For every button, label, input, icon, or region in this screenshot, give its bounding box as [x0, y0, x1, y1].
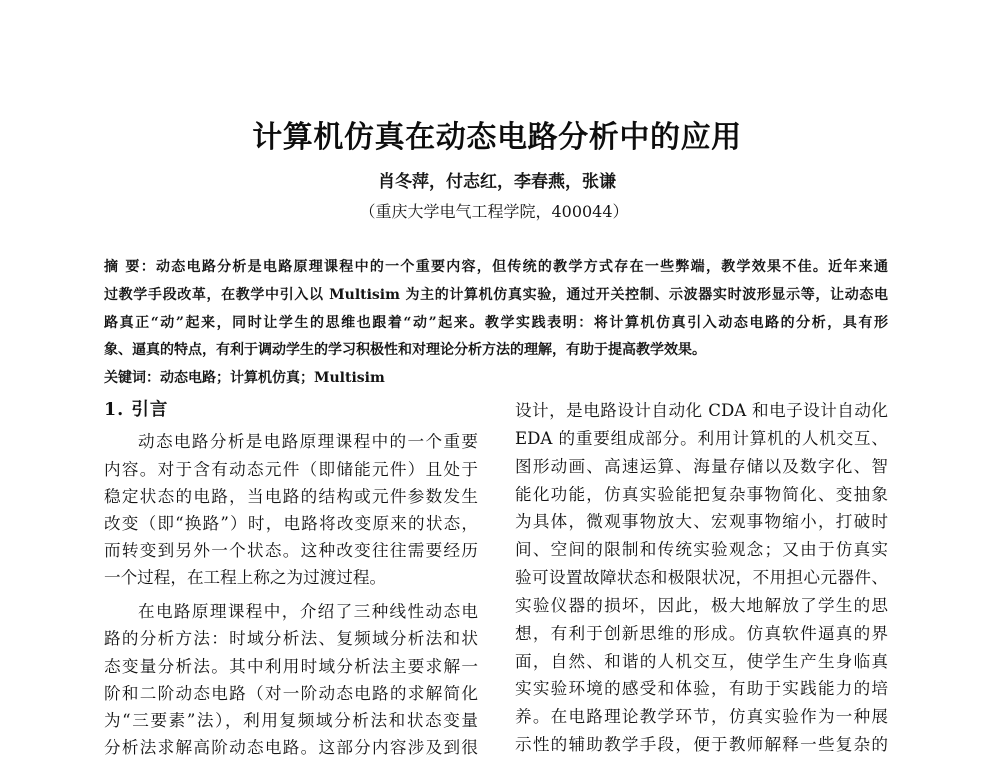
- paragraph-line: 面，自然、和谐的人机交互，使学生产生身临真: [515, 651, 888, 671]
- abstract-label: 摘 要：: [104, 259, 156, 276]
- paragraph-line: 示性的辅助教学手段，便于教师解释一些复杂的: [515, 735, 888, 755]
- paragraph-line: 图形动画、高速运算、海量存储以及数字化、智: [515, 456, 888, 476]
- abstract-text: 动态电路分析是电路原理课程中的一个重要内容，但传统的教学方式存在一些弊端，教学效果不佳。近年来通: [155, 259, 888, 276]
- paragraph-line: 验可设置故障状态和极限状况，不用担心元器件、: [515, 568, 888, 588]
- paragraph-line: EDA 的重要组成部分。利用计算机的人机交互、: [515, 428, 888, 448]
- paragraph-line: 内容。对于含有动态元件（即储能元件）且处于: [104, 459, 478, 479]
- paragraph-line: 路的分析方法：时域分析法、复频域分析法和状: [104, 629, 478, 649]
- keywords-value: 动态电路；计算机仿真；Multisim: [160, 369, 385, 386]
- paragraph-line: 改变（即“换路”）时，电路将改变原来的状态，: [104, 513, 478, 533]
- paragraph-line: 实验仪器的损坏，因此，极大地解放了学生的思: [515, 595, 888, 615]
- paragraph-line: 一个过程，在工程上称之为过渡过程。: [104, 568, 387, 588]
- left-column: [104, 397, 478, 760]
- paragraph-line: 分析法求解高阶动态电路。这部分内容涉及到很: [104, 738, 478, 758]
- abstract-line: 象、逼真的特点，有利于调动学生的学习积极性和对理论分析方法的理解，有助于提高教学效果。: [104, 342, 706, 359]
- author-list: 肖冬萍，付志红，李春燕，张谦: [378, 172, 616, 192]
- paragraph-line: 能化功能，仿真实验能把复杂事物简化、变抽象: [515, 484, 888, 504]
- keywords-line: [104, 365, 888, 393]
- abstract-line: 路真正“动”起来，同时让学生的思维也跟着“动”起来。教学实践表明：将计算机仿真引入动态电路的分析，具有形: [104, 314, 888, 331]
- section-heading: 1. 引言: [104, 400, 169, 421]
- paragraph-line: 态变量分析法。其中利用时域分析法主要求解一: [104, 656, 478, 676]
- keywords-label: 关键词：: [104, 369, 160, 386]
- paragraph-line: 为具体，微观事物放大、宏观事物缩小，打破时: [515, 512, 888, 532]
- paragraph-line: 设计，是电路设计自动化 CDA 和电子设计自动化: [515, 401, 888, 421]
- paragraph-line: 实实验环境的感受和体验，有助于实践能力的培: [515, 679, 888, 699]
- paragraph-line: 间、空间的限制和传统实验观念；又由于仿真实: [515, 540, 888, 560]
- paper-title: 计算机仿真在动态电路分析中的应用: [252, 120, 742, 155]
- paragraph: [104, 428, 478, 591]
- paragraph-line: 养。在电路理论教学环节，仿真实验作为一种展: [515, 707, 888, 727]
- paragraph-line: 而转变到另外一个状态。这种改变往往需要经历: [104, 541, 478, 561]
- author-affiliation: （重庆大学电气工程学院，400044）: [359, 202, 629, 221]
- right-column: [515, 397, 888, 760]
- paragraph-line: 阶和二阶动态电路（对一阶动态电路的求解简化: [104, 683, 478, 703]
- paragraph-line: 稳定状态的电路，当电路的结构或元件参数发生: [104, 486, 478, 506]
- paragraph: [104, 598, 478, 760]
- paragraph-line: 想，有利于创新思维的形成。仿真软件逼真的界: [515, 623, 888, 643]
- abstract-block: [104, 254, 888, 392]
- abstract-line: 过教学手段改革，在教学中引入以 Multisim 为主的计算机仿真实验，通过开关控制、示波器实时波形显示等，让动态电: [104, 286, 888, 303]
- paragraph-line: 动态电路分析是电路原理课程中的一个重要: [138, 432, 478, 452]
- paragraph-line: 在电路原理课程中，介绍了三种线性动态电: [138, 602, 478, 622]
- paragraph-line: 为“三要素”法），利用复频域分析法和状态变量: [104, 711, 478, 731]
- abstract-line: [104, 254, 888, 282]
